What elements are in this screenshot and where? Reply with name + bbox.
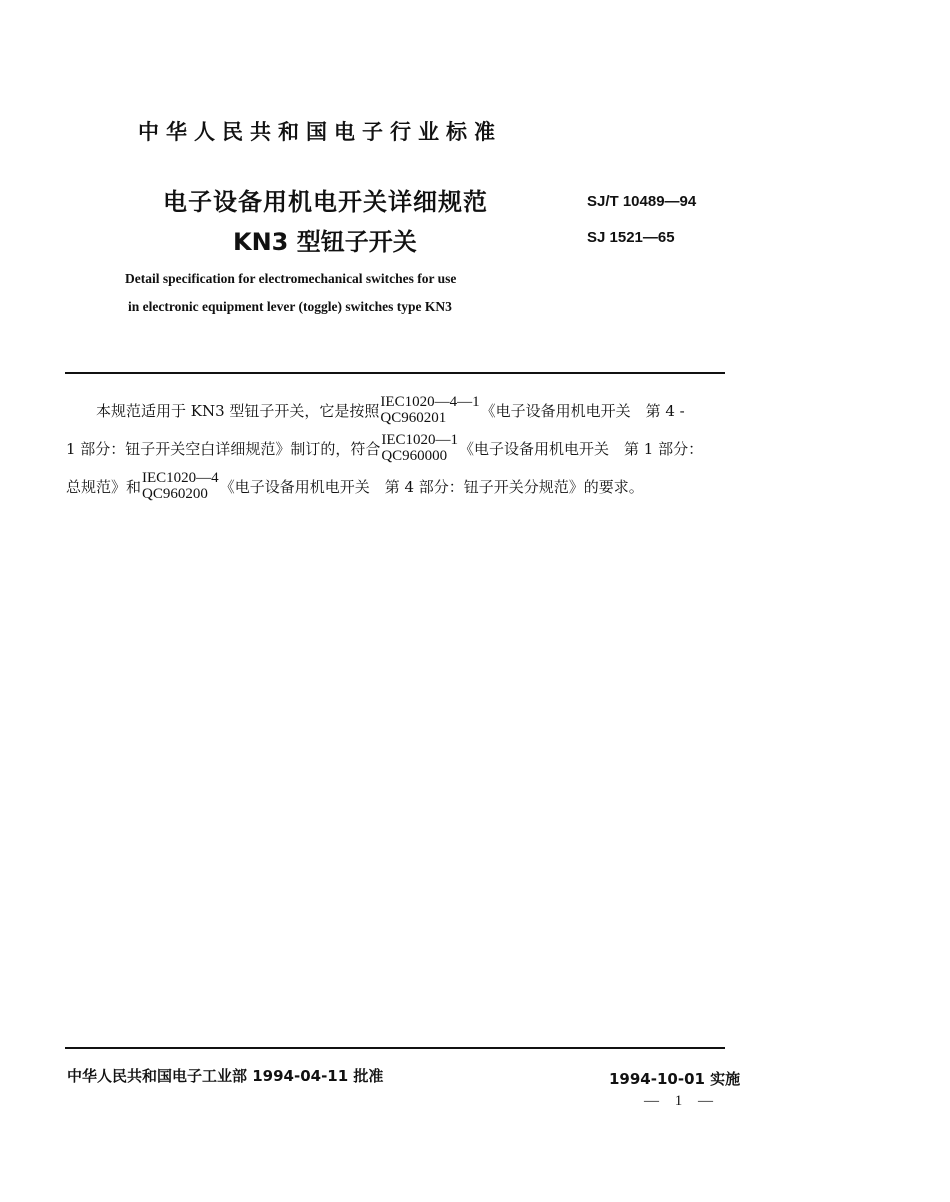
top-divider: [65, 372, 725, 374]
standard-reference: [380, 395, 479, 427]
body-text: 总规范》和: [66, 478, 142, 497]
reference-top: IEC1020—1: [381, 432, 458, 448]
body-text: 《电子设备用机电开关 第 1 部分：: [459, 440, 704, 459]
body-text: 《电子设备用机电开关 第 4 -: [480, 402, 685, 421]
reference-bottom: QC960000: [381, 447, 448, 464]
reference-bottom: QC960200: [142, 485, 208, 502]
industry-standard-header: 中华人民共和国电子行业标准: [138, 120, 502, 144]
standard-number: SJ/T 10489—94: [587, 193, 697, 210]
body-text: 本规范适用于 KN3 型钮子开关，它是按照: [96, 402, 380, 421]
document-subtitle: KN3 型钮子开关: [233, 228, 417, 256]
reference-top: IEC1020—4—1: [380, 394, 480, 410]
standard-reference: [381, 433, 458, 465]
approval-line: 中华人民共和国电子工业部 1994-04-11 批准: [67, 1067, 384, 1085]
body-line-3: [66, 471, 644, 503]
effective-date: 1994-10-01 实施: [609, 1070, 741, 1088]
body-text: 1 部分：钮子开关空白详细规范》制订的，符合: [66, 440, 381, 459]
reference-bottom: QC960201: [380, 409, 447, 426]
bottom-divider: [65, 1047, 725, 1049]
english-title-line-1: Detail specification for electromechanical switches for use: [125, 271, 457, 286]
standard-reference: [142, 471, 219, 503]
body-line-2: [66, 433, 703, 465]
replaced-standard-number: SJ 1521—65: [587, 229, 675, 246]
english-title-line-2: in electronic equipment lever (toggle) switches type KN3: [128, 299, 452, 314]
body-line-1: [96, 395, 685, 427]
reference-top: IEC1020—4: [142, 470, 219, 486]
body-text: 《电子设备用机电开关 第 4 部分：钮子开关分规范》的要求。: [219, 478, 644, 497]
page-number: — 1 —: [644, 1093, 719, 1109]
document-title: 电子设备用机电开关详细规范: [163, 188, 488, 216]
